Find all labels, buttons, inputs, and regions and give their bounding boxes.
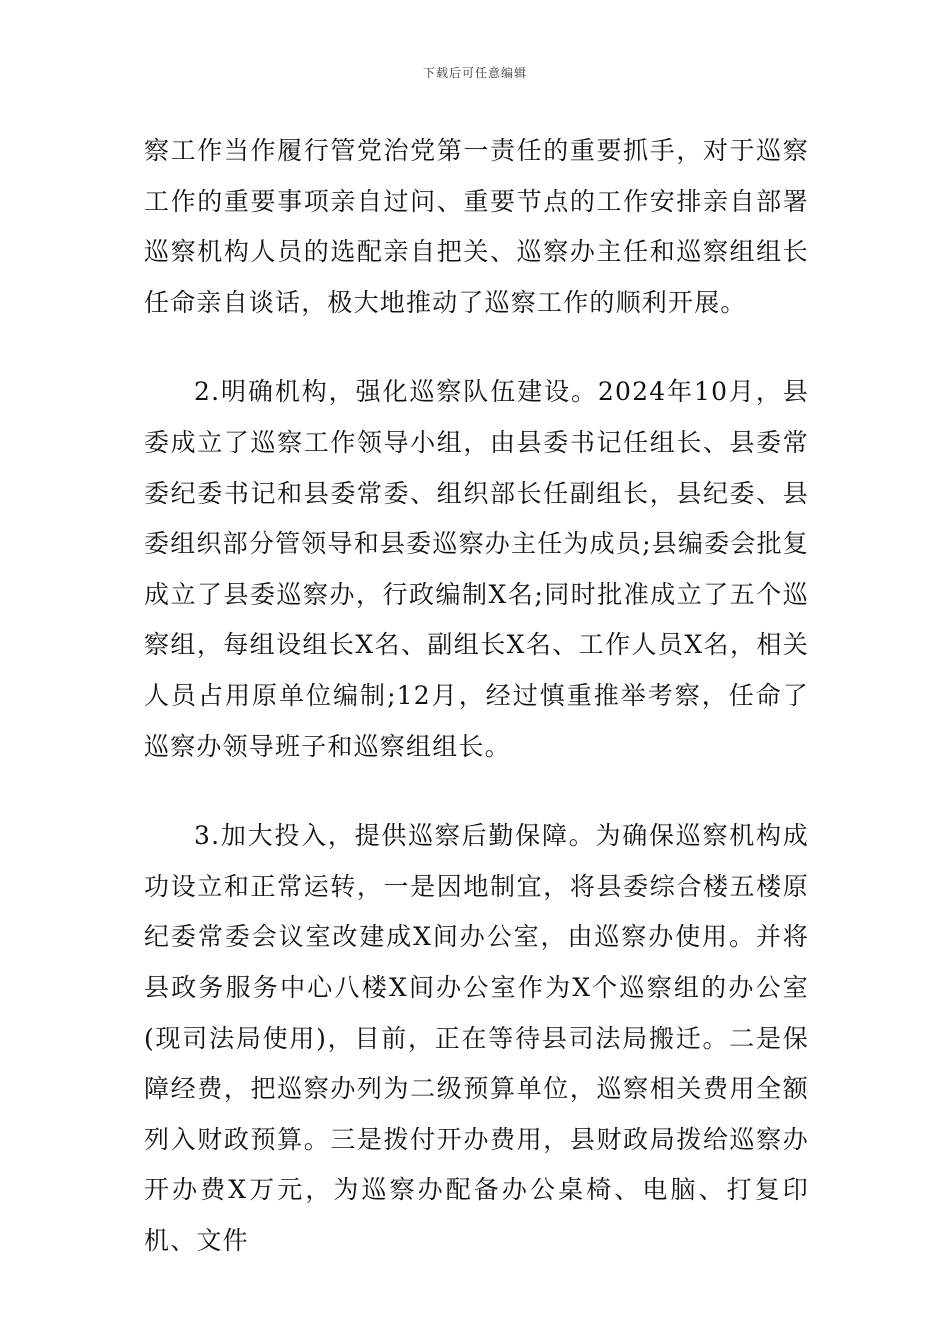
header-note: 下载后可任意编辑: [422, 66, 527, 80]
paragraph-continuation: 察工作当作履行管党治党第一责任的重要抓手，对于巡察工作的重要事项亲自过问、重要节点的工作安排亲自部署巡察机构人员的选配亲自把关、巡察办主任和巡察组组长任命亲自谈话，极大地推动了巡察工作的顺利开展。: [144, 136, 809, 317]
paragraph-gap: [144, 772, 809, 811]
paragraph-logistics-support: 3.加大投入，提供巡察后勤保障。为确保巡察机构成功设立和正常运转，一是因地制宜，将县委综合楼五楼原纪委常委会议室改建成X间办公室，由巡察办使用。并将县政务服务中心八楼X间办公室作为X个巡察组的办公室(现司法局使用)，目前，正在等待县司法局搬迁。二是保障经费，把巡察办列为二级预算单位，巡察相关费用全额列入财政预算。三是拨付开办费用，县财政局拨给巡察办开办费X万元，为巡察办配备办公桌椅、电脑、打复印机、文件: [144, 821, 809, 1255]
document-body: [144, 126, 809, 1266]
paragraph-gap: [144, 328, 809, 367]
paragraph-institution-building: 2.明确机构，强化巡察队伍建设。2024年10月，县委成立了巡察工作领导小组，由县委书记任组长、县委常委纪委书记和县委常委、组织部长任副组长，县纪委、县委组织部分管领导和县委巡察办主任为成员;县编委会批复成立了县委巡察办，行政编制X名;同时批准成立了五个巡察组，每组设组长X名、副组长X名、工作人员X名，相关人员占用原单位编制;12月，经过慎重推举考察，任命了巡察办领导班子和巡察组组长。: [144, 377, 809, 761]
